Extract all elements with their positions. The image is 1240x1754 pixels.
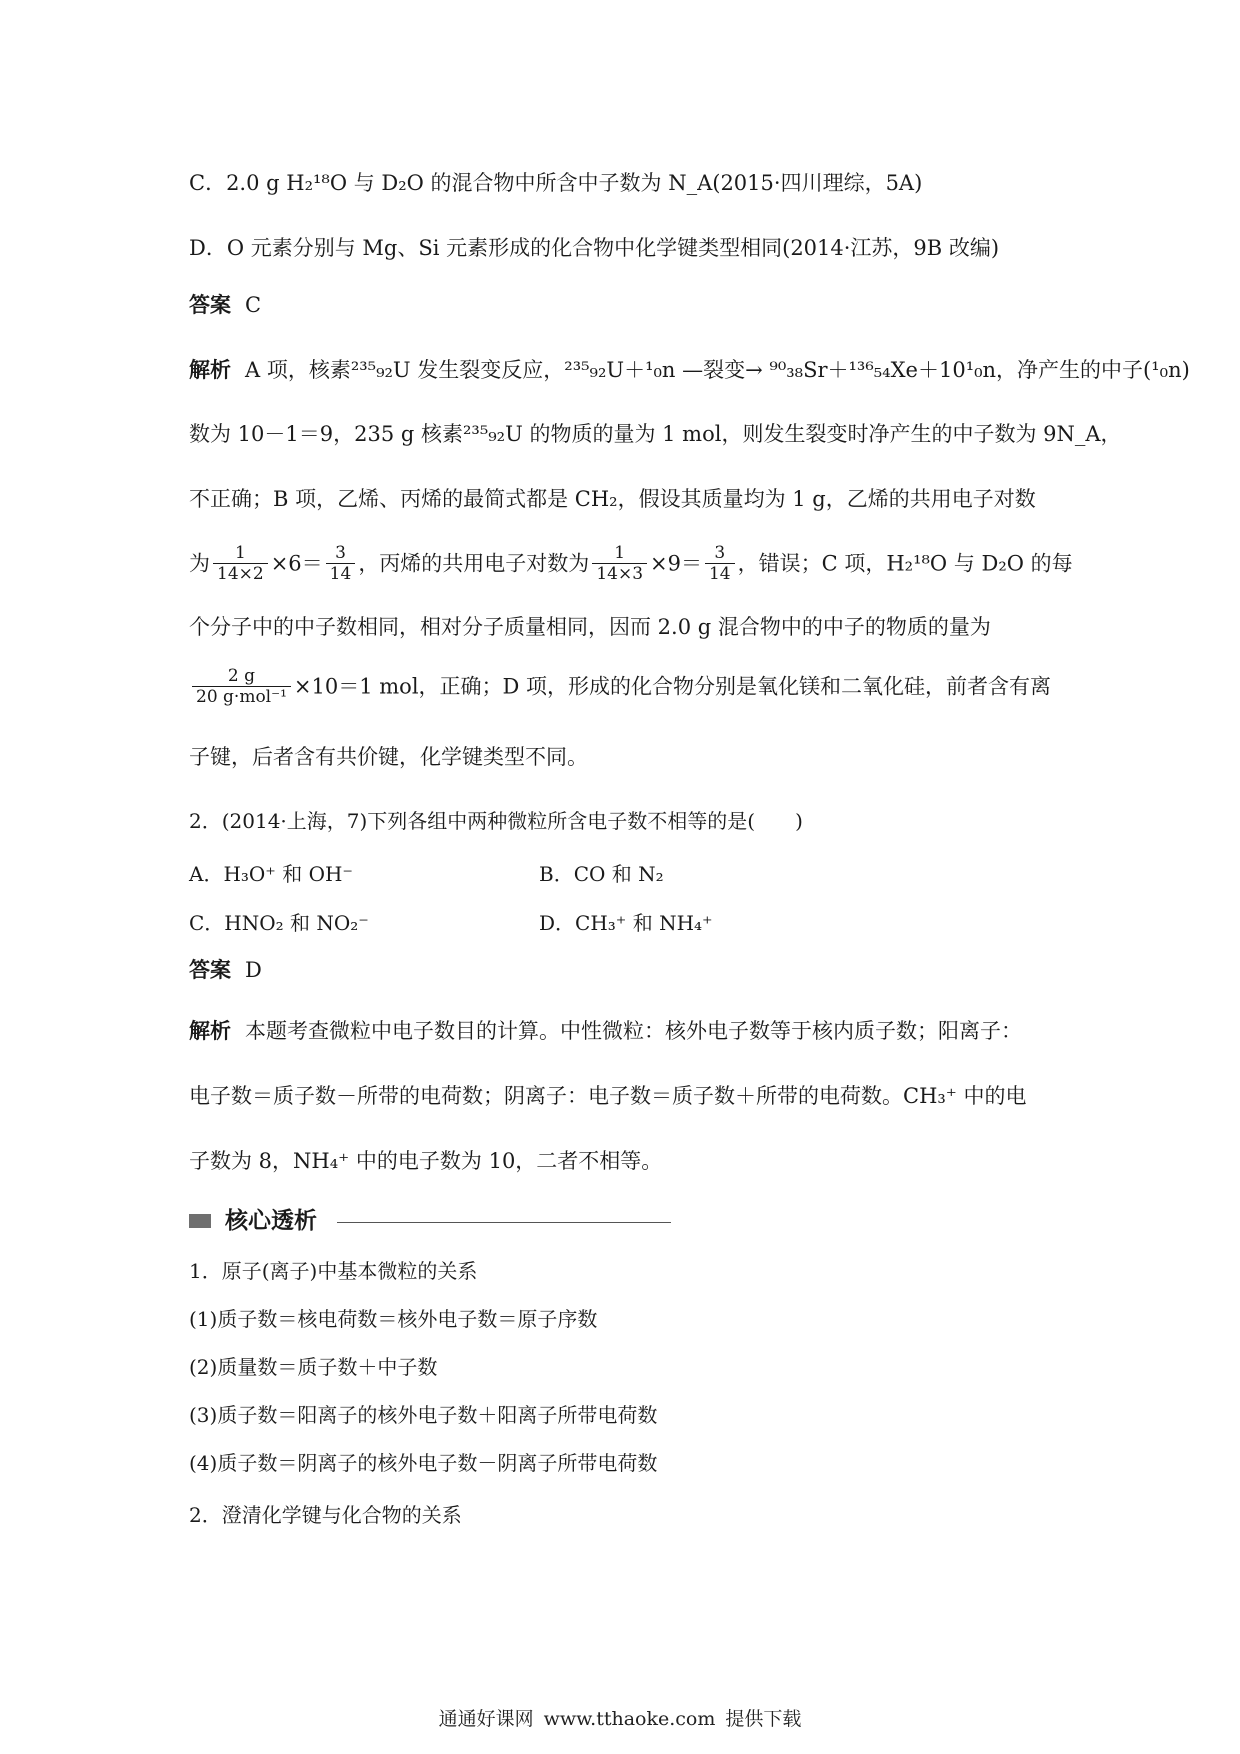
- q1-analysis-row-1: [189, 355, 1190, 385]
- q2-answer-value: D: [245, 958, 262, 982]
- fraction-3-over-14: [705, 543, 735, 584]
- line4-prefix: 为: [189, 551, 210, 576]
- q1-answer-label: 答案: [189, 292, 231, 317]
- q1-option-c: C．2.0 g H₂¹⁸O 与 D₂O 的混合物中所含中子数为 N_A(2015·四川理综，5A): [189, 171, 923, 195]
- line6-suffix: ×10＝1 mol，正确；D 项，形成的化合物分别是氧化镁和二氧化硅，前者含有离: [293, 674, 1052, 699]
- q1-analysis-line-7: 子键，后者含有共价键，化学键类型不同。: [189, 745, 588, 769]
- footer-url[interactable]: www.tthaoke.com: [543, 1708, 716, 1730]
- q1-analysis-label: 解析: [189, 357, 231, 382]
- fraction-numerator: 3: [705, 543, 735, 564]
- core-item-1: 1．原子(离子)中基本微粒的关系: [189, 1259, 478, 1283]
- q1-analysis-line-6: [189, 663, 1064, 709]
- line4-mid-3: ×9＝: [650, 551, 702, 576]
- core-heading-label: 核心透析: [225, 1208, 317, 1234]
- core-sub-1: (1)质子数＝核电荷数＝核外电子数＝原子序数: [189, 1307, 598, 1331]
- core-sub-2: (2)质量数＝质子数＋中子数: [189, 1355, 438, 1379]
- heading-bar-icon: [189, 1214, 211, 1228]
- q2-option-a: A．H₃O⁺ 和 OH⁻: [189, 862, 353, 886]
- heading-rule: [337, 1222, 671, 1223]
- q2-analysis-label: 解析: [189, 1018, 231, 1043]
- core-section-heading: [189, 1204, 689, 1238]
- q1-analysis-line-4: [189, 540, 1073, 586]
- q1-answer-row: [189, 290, 1064, 320]
- q1-option-d: D．O 元素分别与 Mg、Si 元素形成的化合物中化学键类型相同(2014·江苏，9B 改编): [189, 236, 1000, 260]
- q2-analysis-line-2: 电子数＝质子数－所带的电荷数；阴离子：电子数＝质子数＋所带的电荷数。CH₃⁺ 中的电: [189, 1084, 1027, 1108]
- q2-answer-label: 答案: [189, 957, 231, 982]
- core-item-2: 2．澄清化学键与化合物的关系: [189, 1503, 462, 1527]
- core-sub-3: (3)质子数＝阳离子的核外电子数＋阳离子所带电荷数: [189, 1403, 658, 1427]
- line4-suffix: ，错误；C 项，H₂¹⁸O 与 D₂O 的每: [737, 551, 1073, 576]
- q1-analysis-line-1: A 项，核素²³⁵₉₂U 发生裂变反应，²³⁵₉₂U＋¹₀n —裂变→ ⁹⁰₃₈Sr＋¹³⁶₅₄Xe＋10¹₀n，净产生的中子(¹₀n): [245, 358, 1190, 382]
- footer-site: 通通好课网: [438, 1708, 534, 1730]
- line4-mid-2: ，丙烯的共用电子对数为: [358, 551, 590, 576]
- q2-analysis-line-1: 本题考查微粒中电子数目的计算。中性微粒：核外电子数等于核内质子数；阳离子：: [245, 1019, 1022, 1043]
- q1-analysis-line-5: 个分子中的中子数相同，相对分子质量相同，因而 2.0 g 混合物中的中子的物质的量为: [189, 615, 991, 639]
- q1-analysis-line-3: 不正确；B 项，乙烯、丙烯的最简式都是 CH₂，假设其质量均为 1 g，乙烯的共用电子对数: [189, 487, 1036, 511]
- q2-analysis-line-3: 子数为 8，NH₄⁺ 中的电子数为 10，二者不相等。: [189, 1149, 663, 1173]
- fraction-1-over-14x3: [592, 543, 647, 584]
- fraction-1-over-14x2: [213, 543, 268, 584]
- q2-option-b: B．CO 和 N₂: [539, 862, 664, 886]
- page-footer: [0, 1705, 1240, 1733]
- fraction-2g-over-20g-mol: [192, 666, 291, 707]
- q1-answer-value: C: [245, 293, 262, 317]
- fraction-3-over-14: [326, 543, 356, 584]
- fraction-denominator: 14×2: [217, 564, 264, 584]
- fraction-numerator: 1: [213, 543, 268, 564]
- line4-mid-1: ×6＝: [270, 551, 323, 576]
- q2-option-c: C．HNO₂ 和 NO₂⁻: [189, 911, 369, 935]
- q2-answer-row: [189, 955, 1064, 985]
- q2-option-d: D．CH₃⁺ 和 NH₄⁺: [539, 911, 713, 935]
- fraction-denominator: 14×3: [596, 564, 644, 584]
- core-sub-4: (4)质子数＝阴离子的核外电子数－阴离子所带电荷数: [189, 1451, 658, 1475]
- fraction-denominator: 20 g·mol⁻¹: [196, 687, 287, 707]
- fraction-numerator: 2 g: [192, 666, 291, 687]
- q2-analysis-row-1: [189, 1016, 1064, 1046]
- fraction-denominator: 14: [329, 564, 352, 584]
- q2-options-row-1: [189, 859, 1064, 889]
- fraction-numerator: 3: [326, 543, 356, 564]
- q2-stem: 2．(2014·上海，7)下列各组中两种微粒所含电子数不相等的是( ): [189, 809, 803, 833]
- q1-analysis-line-2: 数为 10－1＝9，235 g 核素²³⁵₉₂U 的物质的量为 1 mol，则发生裂变时净产生的中子数为 9N_A，: [189, 422, 1122, 446]
- fraction-denominator: 14: [708, 564, 731, 584]
- footer-note: 提供下载: [725, 1708, 802, 1730]
- fraction-numerator: 1: [592, 543, 647, 564]
- q2-options-row-2: [189, 908, 1064, 938]
